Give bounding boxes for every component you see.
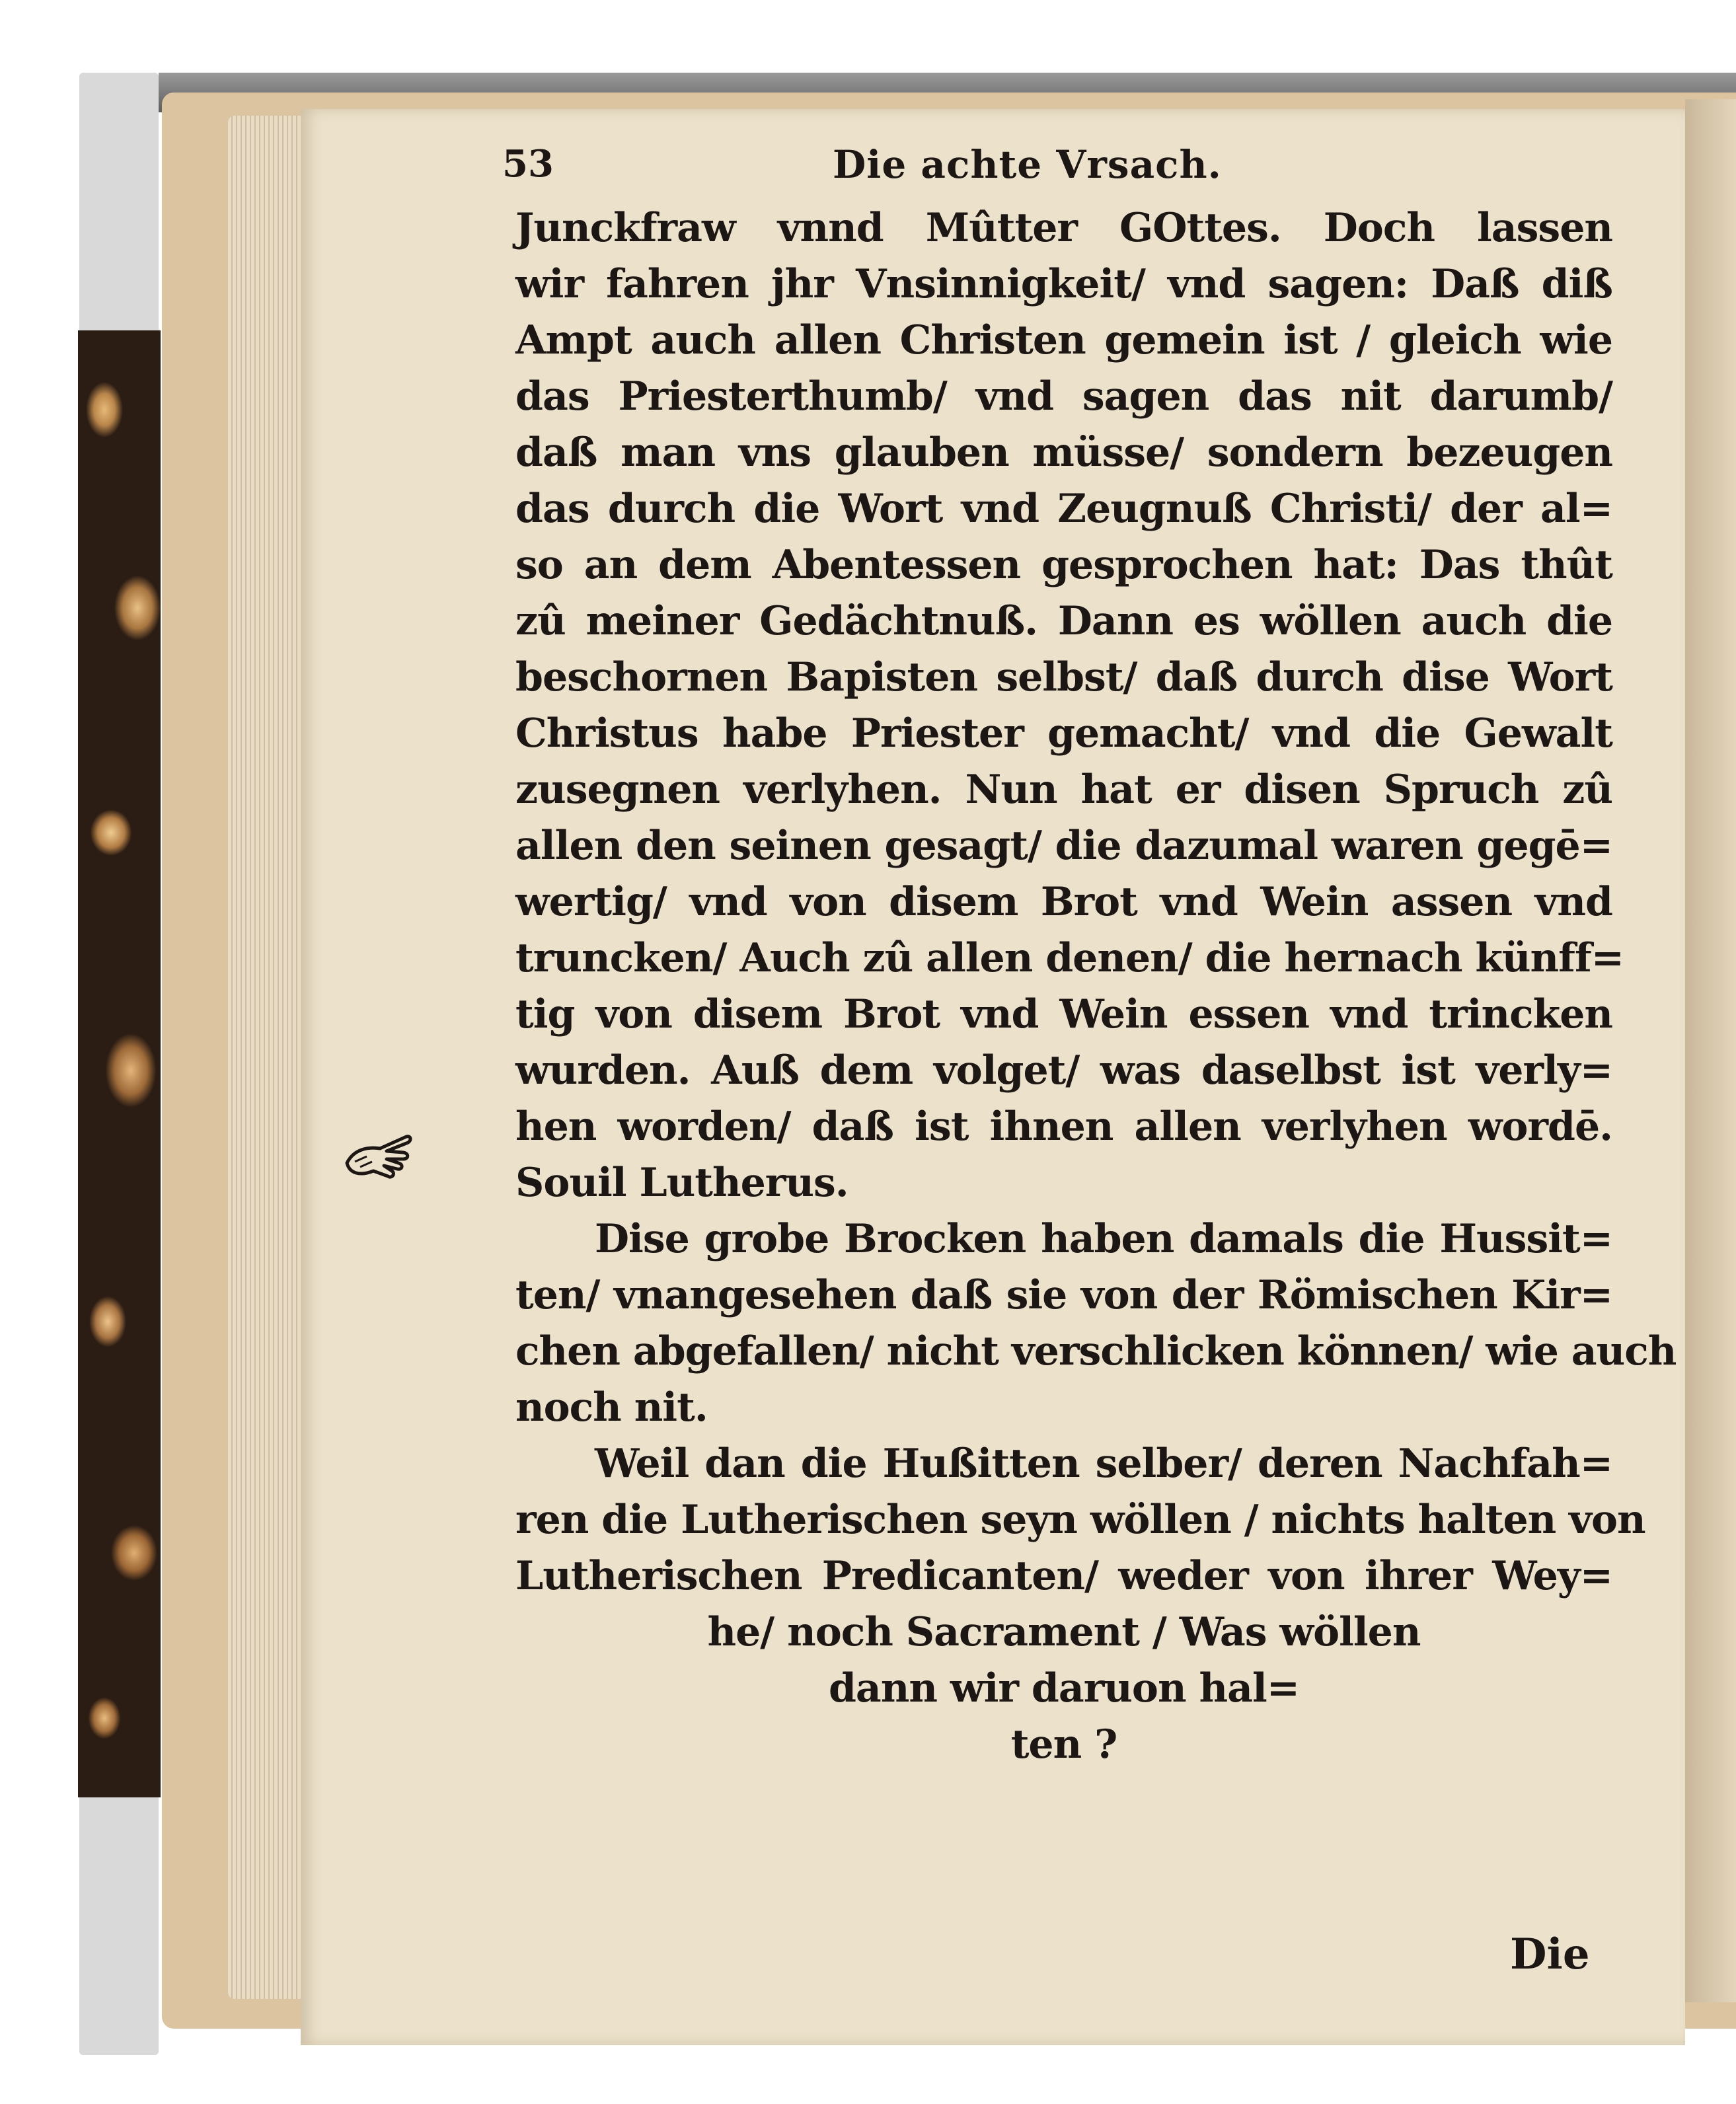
paragraph-two-line: chen abgefallen/ nicht verschlicken können/ wie auch [515, 1328, 1677, 1374]
body-line: das durch die Wort vnd Zeugnuß Christi/ der al= [515, 486, 1612, 532]
body-line: wertig/ vnd von disem Brot vnd Wein assen vnd [515, 879, 1612, 925]
paragraph-three-line: ten ? [1010, 1721, 1117, 1768]
body-line: Junckfraw vnnd Mûtter GOttes. Doch lassen [515, 205, 1612, 251]
text-block [502, 142, 1677, 1992]
body-line: daß man vns glauben müsse/ sondern bezeugen [515, 430, 1612, 476]
paragraph-two-line: ten/ vnangesehen daß sie von der Römischen Kir= [515, 1272, 1612, 1318]
body-line: truncken/ Auch zû allen denen/ die hernach künff= [515, 935, 1624, 981]
paragraph-three-line: Weil dan die Hußitten selber/ deren Nachfah= [595, 1441, 1612, 1487]
running-title: Die achte Vrsach. [833, 142, 1222, 187]
body-line: zû meiner Gedächtnuß. Dann es wöllen auch die [515, 598, 1612, 644]
page-number: 53 [502, 142, 554, 186]
marbled-cover [78, 330, 161, 1797]
paragraph-three-line: Lutherischen Predicanten/ weder von ihrer Wey= [515, 1553, 1612, 1599]
body-line: zusegnen verlyhen. Nun hat er disen Spruch zû [515, 767, 1612, 813]
manicule-icon [340, 1123, 413, 1183]
body-line: wurden. Auß dem volget/ was daselbst ist verly= [515, 1047, 1612, 1094]
catchword: Die [1510, 1930, 1590, 1979]
body-line: tig von disem Brot vnd Wein essen vnd trincken [515, 991, 1612, 1037]
body-line: allen den seinen gesagt/ die dazumal waren gegē= [515, 823, 1612, 869]
facing-page-edge [1685, 99, 1736, 2002]
body-line: Souil Lutherus. [515, 1160, 849, 1206]
body-line: das Priesterthumb/ vnd sagen das nit darumb/ [515, 373, 1612, 420]
body-line: so an dem Abentessen gesprochen hat: Das thût [515, 542, 1612, 588]
paragraph-two-line: noch nit. [515, 1384, 708, 1431]
body-line: Ampt auch allen Christen gemein ist / gleich wie [515, 317, 1612, 363]
paragraph-three-line: dann wir daruon hal= [828, 1665, 1300, 1711]
body-line: Christus habe Priester gemacht/ vnd die Gewalt [515, 710, 1612, 757]
paragraph-three-line: ren die Lutherischen seyn wöllen / nichts halten von [515, 1497, 1645, 1543]
paragraph-three-line: he/ noch Sacrament / Was wöllen [707, 1609, 1421, 1655]
paragraph-two-line: Dise grobe Brocken haben damals die Hussit= [595, 1216, 1612, 1262]
body-line: beschornen Bapisten selbst/ daß durch dise Wort [515, 654, 1612, 700]
body-line: hen worden/ daß ist ihnen allen verlyhen wordē. [515, 1104, 1612, 1150]
body-line: wir fahren jhr Vnsinnigkeit/ vnd sagen: Daß diß [515, 261, 1612, 307]
